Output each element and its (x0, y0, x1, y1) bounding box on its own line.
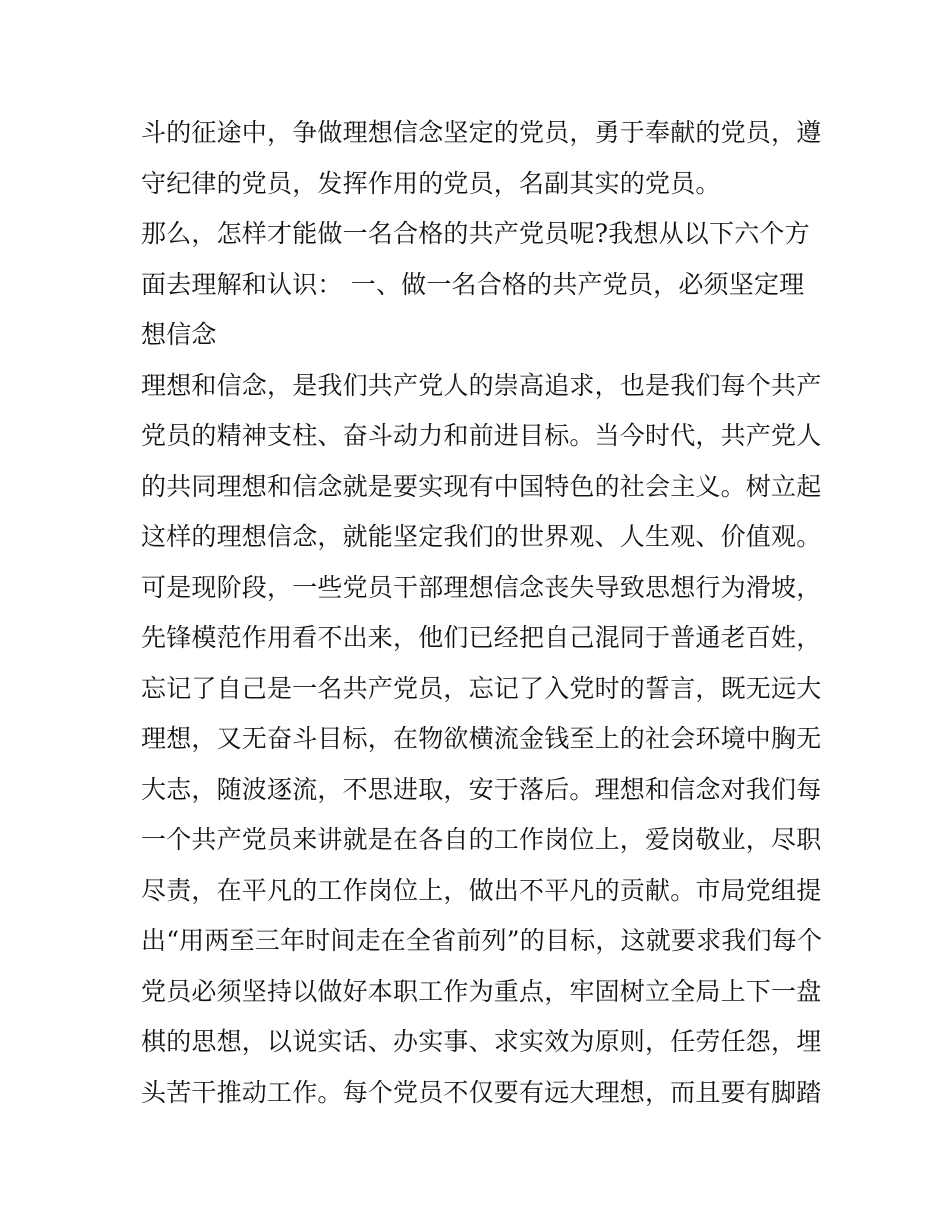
text-line: 理想，又无奋斗目标，在物欲横流金钱至上的社会环境中胸无 (141, 724, 822, 753)
text-line: 的共同理想和信念就是要实现有中国特色的社会主义。树立起 (141, 471, 822, 501)
text-line: 面去理解和认识： 一、做一名合格的共产党员，必须坚定理 (141, 269, 805, 299)
body-text (141, 108, 821, 1118)
text-line: 头苦干推动工作。每个党员不仅要有远大理想，而且要有脚踏 (141, 1077, 822, 1107)
text-line: 斗的征途中，争做理想信念坚定的党员，勇于奉献的党员，遵 (141, 118, 822, 147)
text-line: 守纪律的党员，发挥作用的党员，名副其实的党员。 (141, 168, 721, 198)
text-line: 大志，随波逐流，不思进取，安于落后。理想和信念对我们每 (141, 774, 822, 804)
text-line: 这样的理想信念，就能坚定我们的世界观、人生观、价值观。 (141, 522, 822, 551)
text-line: 党员的精神支柱、奋斗动力和前进目标。当今时代，共产党人 (141, 421, 822, 450)
text-line: 可是现阶段，一些党员干部理想信念丧失导致思想行为滑坡， (141, 572, 822, 602)
text-line: 忘记了自己是一名共产党员，忘记了入党时的誓言，既无远大 (141, 673, 822, 703)
text-line: 棋的思想，以说实话、办实事、求实效为原则，任劳任怨，埋 (141, 1027, 822, 1056)
text-line: 党员必须坚持以做好本职工作为重点，牢固树立全局上下一盘 (141, 976, 822, 1006)
text-line: 先锋模范作用看不出来，他们已经把自己混同于普通老百姓， (141, 623, 822, 652)
text-line: 想信念 (141, 320, 217, 349)
text-line: 出“用两至三年时间走在全省前列”的目标，这就要求我们每个 (141, 926, 823, 955)
text-line: 尽责，在平凡的工作岗位上，做出不平凡的贡献。市局党组提 (141, 875, 822, 905)
text-line: 理想和信念，是我们共产党人的崇高追求，也是我们每个共产 (141, 370, 822, 400)
text-line: 那么，怎样才能做一名合格的共产党员呢?我想从以下六个方 (141, 219, 810, 248)
text-line: 一个共产党员来讲就是在各自的工作岗位上，爱岗敬业，尽职 (141, 825, 822, 854)
